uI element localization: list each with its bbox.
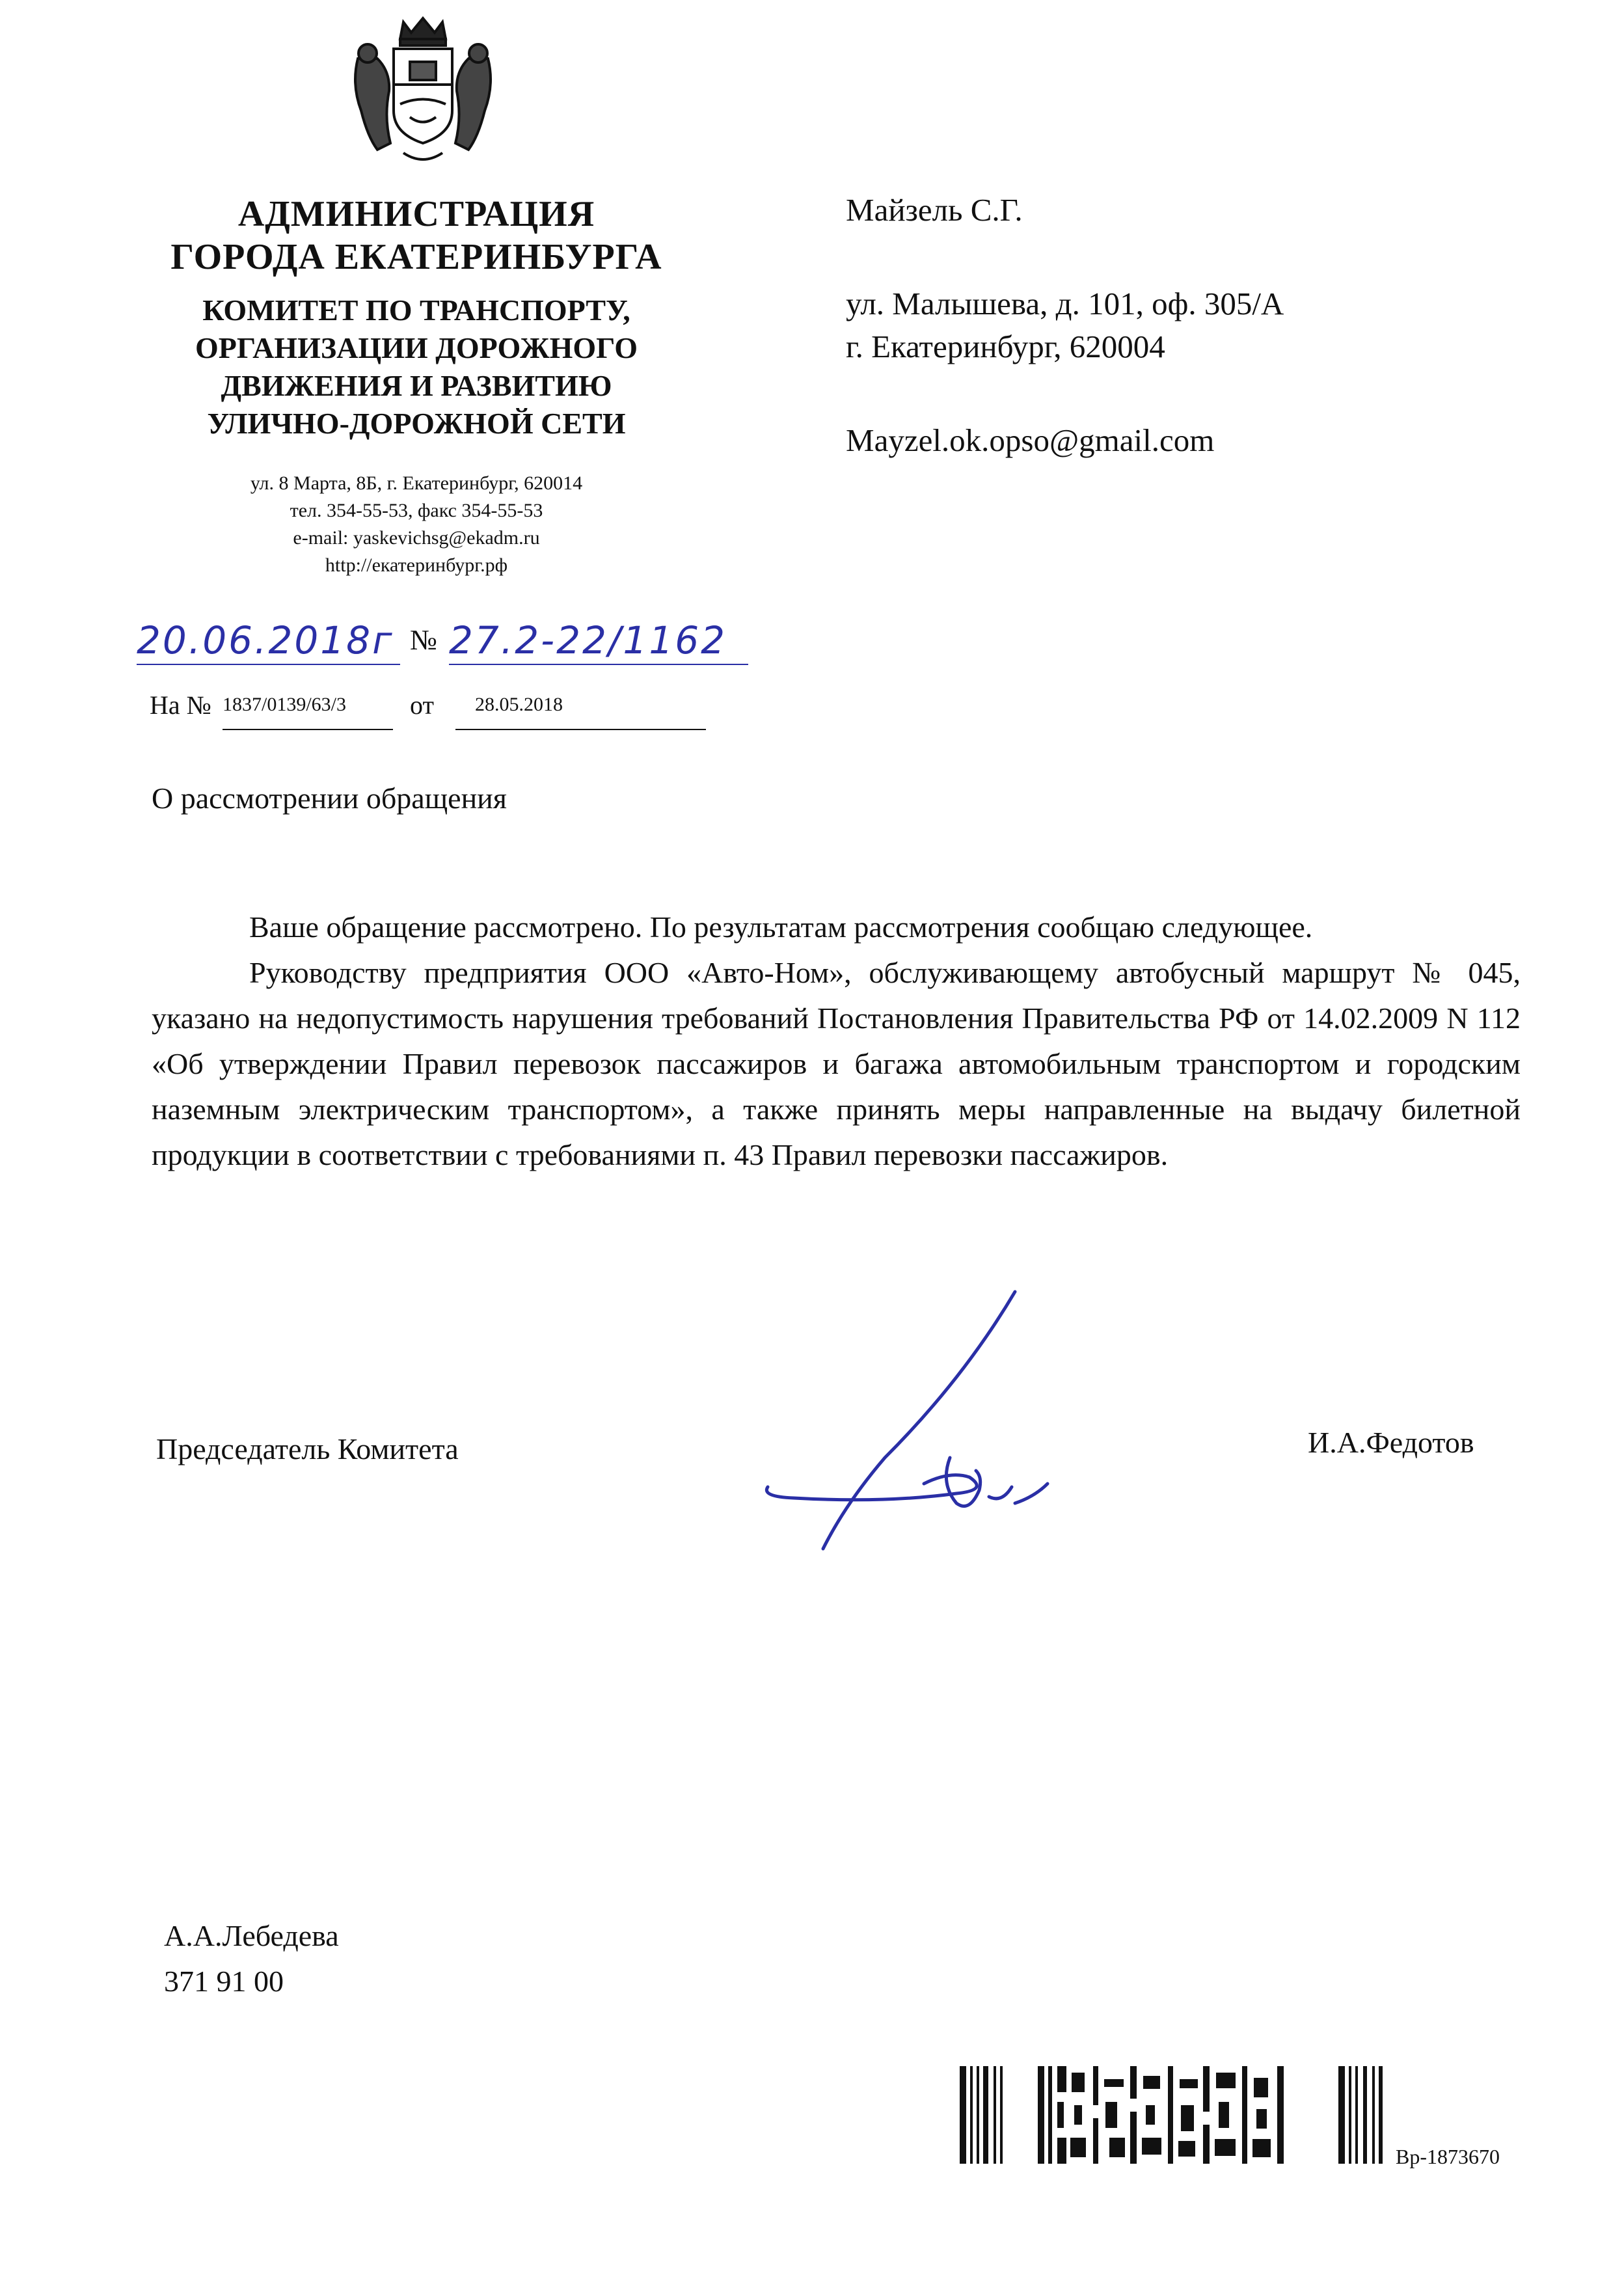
recipient-email: Mayzel.ok.opso@gmail.com xyxy=(846,422,1215,458)
letter-subject: О рассмотрении обращения xyxy=(152,782,507,815)
dept-name-line4: УЛИЧНО-ДОРОЖНОЙ СЕТИ xyxy=(207,407,626,440)
outgoing-number-sign: № xyxy=(410,624,437,656)
reference-row xyxy=(150,683,800,735)
executor-name: А.А.Лебедева xyxy=(164,1919,339,1952)
body-paragraph: Ваше обращение рассмотрено. По результатам рассмотрения сообщаю следующее. xyxy=(249,910,1313,944)
recipient-name: Майзель С.Г. xyxy=(846,192,1023,228)
dept-name-line3: ДВИЖЕНИЯ И РАЗВИТИЮ xyxy=(221,369,612,402)
organization-header xyxy=(104,193,729,443)
executor-phone: 371 91 00 xyxy=(164,1965,284,1998)
org-name-line2: ГОРОДА ЕКАТЕРИНБУРГА xyxy=(170,237,662,277)
org-phone: тел. 354-55-53, факс 354-55-53 xyxy=(290,500,543,521)
dept-name-line2: ОРГАНИЗАЦИИ ДОРОЖНОГО xyxy=(195,331,638,364)
handwritten-signature xyxy=(755,1288,1093,1562)
signatory-title: Председатель Комитета xyxy=(156,1432,459,1465)
recipient-block xyxy=(846,189,1562,462)
document-code: Вр-1873670 xyxy=(1396,2145,1500,2168)
outgoing-date: 20.06.2018г xyxy=(137,618,394,662)
reference-prefix: На № xyxy=(150,690,211,720)
reference-number: 1837/0139/63/3 xyxy=(223,694,347,715)
recipient-street: ул. Малышева, д. 101, оф. 305/А xyxy=(846,286,1284,321)
reference-from-label: от xyxy=(410,690,434,720)
org-name-line1: АДМИНИСТРАЦИЯ xyxy=(237,194,595,234)
org-address: ул. 8 Марта, 8Б, г. Екатеринбург, 620014 xyxy=(250,472,583,494)
org-contacts xyxy=(130,470,703,579)
dept-name-line1: КОМИТЕТ ПО ТРАНСПОРТУ, xyxy=(202,293,630,327)
recipient-city: г. Екатеринбург, 620004 xyxy=(846,329,1165,364)
reference-date: 28.05.2018 xyxy=(475,694,563,715)
body-paragraph: Руководству предприятия ООО «Авто-Ном», обслуживающему автобусный маршрут № 045, указано на недопустимость нарушения требований Постановления Правительства РФ от 14.02.2009 N 112 «Об утверждении Правил перевозок пассажиров и багажа автомобильным транспортом и городским наземным электрическим транспортом», а также принять меры направленные на выдачу билетной продукции в соответствии с требованиями п. 43 Правил перевозки пассажиров. xyxy=(152,956,1521,1171)
document-barcode xyxy=(960,2066,1383,2164)
executor-block xyxy=(164,1913,339,2004)
letter-body xyxy=(152,905,1521,1178)
org-email: e-mail: yaskevichsg@ekadm.ru xyxy=(293,527,540,549)
outgoing-number: 27.2-22/1162 xyxy=(449,618,727,662)
coat-of-arms-emblem xyxy=(338,13,508,169)
org-website: http://екатеринбург.рф xyxy=(325,554,508,576)
signatory-name: И.А.Федотов xyxy=(1308,1426,1474,1459)
outgoing-registration xyxy=(137,618,787,670)
